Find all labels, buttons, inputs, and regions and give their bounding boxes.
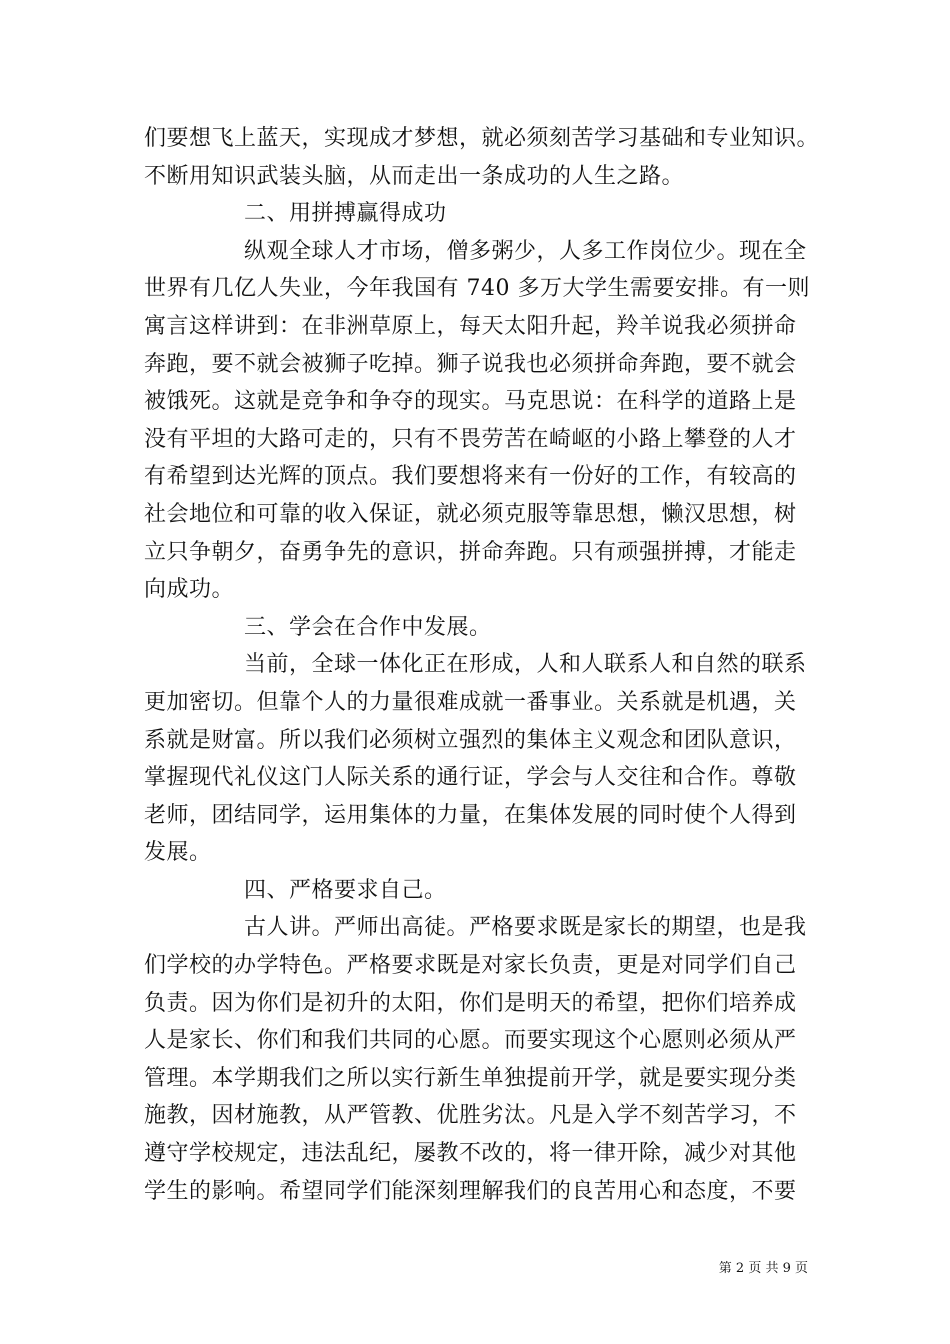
text-line: 四、严格要求自己。: [244, 877, 447, 903]
text-line: 系就是财富。所以我们必须树立强烈的集体主义观念和团队意识，: [144, 727, 797, 753]
text-line: 遵守学校规定，违法乱纪，屡教不改的，将一律开除，减少对其他: [144, 1141, 797, 1167]
body-text: [144, 120, 820, 1210]
text-line: 没有平坦的大路可走的，只有不畏劳苦在崎岖的小路上攀登的人才: [144, 426, 797, 452]
text-line: 发展。: [144, 840, 212, 866]
text-line: 有希望到达光辉的顶点。我们要想将来有一份好的工作，有较高的: [144, 464, 797, 490]
text-line: 当前，全球一体化正在形成，人和人联系人和自然的联系: [244, 652, 807, 678]
text-line: 纵观全球人才市场，僧多粥少，人多工作岗位少。现在全: [244, 238, 807, 264]
text-line: 三、学会在合作中发展。: [244, 614, 492, 640]
text-line: 掌握现代礼仪这门人际关系的通行证，学会与人交往和合作。尊敬: [144, 765, 797, 791]
text-line: 不断用知识武装头脑，从而走出一条成功的人生之路。: [144, 163, 685, 189]
text-line: 人是家长、你们和我们共同的心愿。而要实现这个心愿则必须从严: [144, 1028, 797, 1054]
text-line: 老师，团结同学，运用集体的力量，在集体发展的同时使个人得到: [144, 802, 797, 828]
text-line: 世界有几亿人失业，今年我国有 740 多万大学生需要安排。有一则: [144, 276, 810, 302]
text-line: 管理。本学期我们之所以实行新生单独提前开学，就是要实现分类: [144, 1065, 797, 1091]
text-line: 学生的影响。希望同学们能深刻理解我们的良苦用心和态度，不要: [144, 1178, 797, 1204]
text-line: 施教，因材施教，从严管教、优胜劣汰。凡是入学不刻苦学习，不: [144, 1103, 797, 1129]
text-line: 奔跑，要不就会被狮子吃掉。狮子说我也必须拼命奔跑，要不就会: [144, 351, 797, 377]
text-line: 二、用拼搏赢得成功: [244, 201, 447, 227]
text-line: 社会地位和可靠的收入保证，就必须克服等靠思想，懒汉思想，树: [144, 501, 797, 527]
text-line: 们要想飞上蓝天，实现成才梦想，就必须刻苦学习基础和专业知识。: [144, 126, 820, 151]
page-footer: 第 2 页 共 9 页: [718, 1261, 808, 1276]
text-line: 们学校的办学特色。严格要求既是对家长负责，更是对同学们自己: [144, 953, 797, 979]
text-line: 向成功。: [144, 577, 235, 603]
text-line: 负责。因为你们是初升的太阳，你们是明天的希望，把你们培养成: [144, 990, 797, 1016]
text-line: 古人讲。严师出高徒。严格要求既是家长的期望，也是我: [244, 915, 807, 941]
text-line: 更加密切。但靠个人的力量很难成就一番事业。关系就是机遇，关: [144, 689, 797, 715]
text-line: 寓言这样讲到：在非洲草原上，每天太阳升起，羚羊说我必须拼命: [144, 313, 797, 339]
text-line: 立只争朝夕，奋勇争先的意识，拼命奔跑。只有顽强拼搏，才能走: [144, 539, 797, 565]
text-line: 被饿死。这就是竞争和争夺的现实。马克思说：在科学的道路上是: [144, 389, 797, 415]
